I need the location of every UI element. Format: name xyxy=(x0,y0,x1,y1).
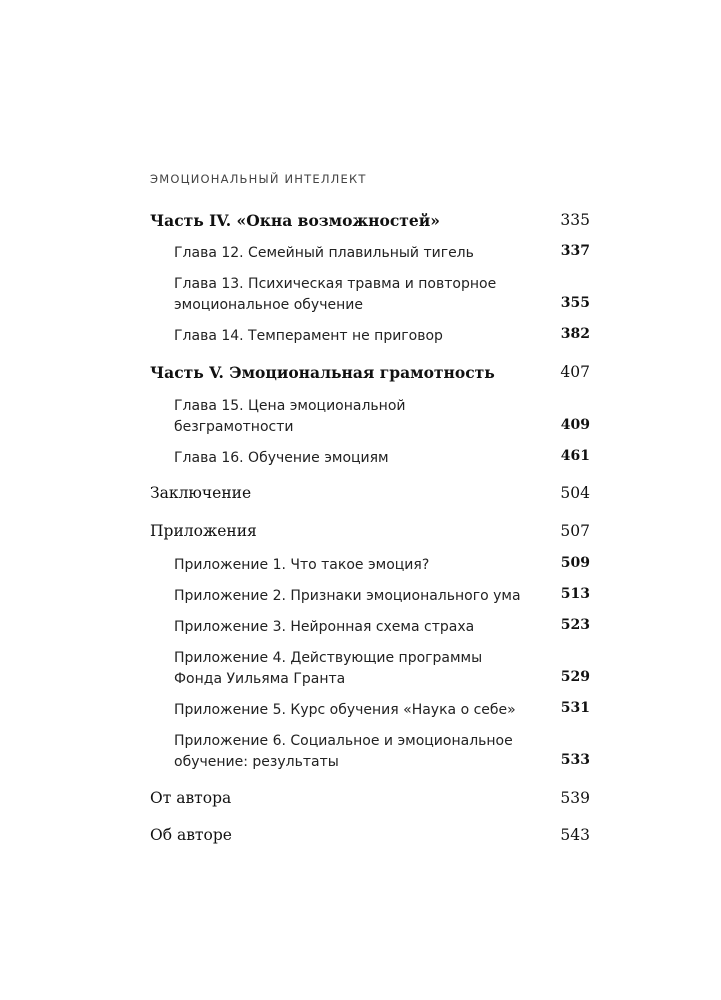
toc-page-number: 533 xyxy=(560,752,590,768)
toc-title: Заключение xyxy=(150,484,252,502)
toc-title: Приложение 1. Что такое эмоция? xyxy=(174,557,430,573)
toc-title: Приложение 3. Нейронная схема страха xyxy=(174,619,475,635)
toc-page-number: 504 xyxy=(560,484,590,502)
toc-title: Глава 12. Семейный плавильный тигель xyxy=(174,245,474,261)
toc-page-number: 539 xyxy=(560,789,590,807)
toc-title-line-2: Фонда Уильяма Гранта xyxy=(174,671,346,687)
toc-title: Глава 14. Темперамент не приговор xyxy=(174,328,443,344)
toc-title-line-1: Приложение 6. Социальное и эмоциональное xyxy=(174,733,513,749)
toc-title: Приложения xyxy=(150,522,257,540)
toc-title-line-1: Глава 13. Психическая травма и повторное xyxy=(174,276,497,292)
toc-appendices[interactable] xyxy=(150,522,590,544)
toc-page-number: 513 xyxy=(560,586,590,602)
toc-appendix-1[interactable] xyxy=(174,555,590,576)
toc-page-number: 529 xyxy=(560,669,590,685)
toc-page-number: 355 xyxy=(560,295,590,311)
toc-page-number: 461 xyxy=(560,448,590,464)
running-head: ЭМОЦИОНАЛЬНЫЙ ИНТЕЛЛЕКТ xyxy=(150,172,367,186)
toc-page-number: 523 xyxy=(560,617,590,633)
toc-page-number: 409 xyxy=(560,417,590,433)
toc-chapter-15[interactable] xyxy=(174,396,590,438)
toc-part-5[interactable] xyxy=(150,363,590,385)
toc-page-number: 382 xyxy=(560,326,590,342)
toc-page-number: 337 xyxy=(560,243,590,259)
toc-title-line-1: Приложение 4. Действующие программы xyxy=(174,650,483,666)
toc-title: Глава 16. Обучение эмоциям xyxy=(174,450,389,466)
toc-page-number: 531 xyxy=(560,700,590,716)
toc-title-line-2: безграмотности xyxy=(174,419,294,435)
toc-chapter-14[interactable] xyxy=(174,326,590,347)
toc-from-author[interactable] xyxy=(150,789,590,811)
toc-title: Часть IV. «Окна возможностей» xyxy=(150,211,440,230)
toc-title: Об авторе xyxy=(150,826,232,844)
toc-part-4[interactable] xyxy=(150,211,590,233)
toc-title-line-2: обучение: результаты xyxy=(174,754,339,770)
toc-title: Приложение 5. Курс обучения «Наука о себе» xyxy=(174,702,516,718)
toc-chapter-12[interactable] xyxy=(174,243,590,264)
toc-title: От автора xyxy=(150,789,232,807)
toc-page-number: 507 xyxy=(560,522,590,540)
toc-page-number: 543 xyxy=(560,826,590,844)
toc-title: Часть V. Эмоциональная грамотность xyxy=(150,363,495,382)
toc-page-number: 509 xyxy=(560,555,590,571)
toc-chapter-16[interactable] xyxy=(174,448,590,469)
toc-title: Приложение 2. Признаки эмоционального ума xyxy=(174,588,521,604)
toc-title-line-1: Глава 15. Цена эмоциональной xyxy=(174,398,406,414)
toc-appendix-3[interactable] xyxy=(174,617,590,638)
toc-about-author[interactable] xyxy=(150,826,590,848)
toc-title-line-2: эмоциональное обучение xyxy=(174,297,363,313)
toc-page-number: 335 xyxy=(560,211,590,229)
toc-appendix-5[interactable] xyxy=(174,700,590,721)
toc-page-number: 407 xyxy=(560,363,590,381)
toc-appendix-6[interactable] xyxy=(174,731,590,773)
toc-chapter-13[interactable] xyxy=(174,274,590,316)
toc-conclusion[interactable] xyxy=(150,484,590,506)
toc-appendix-2[interactable] xyxy=(174,586,590,607)
toc-appendix-4[interactable] xyxy=(174,648,590,690)
